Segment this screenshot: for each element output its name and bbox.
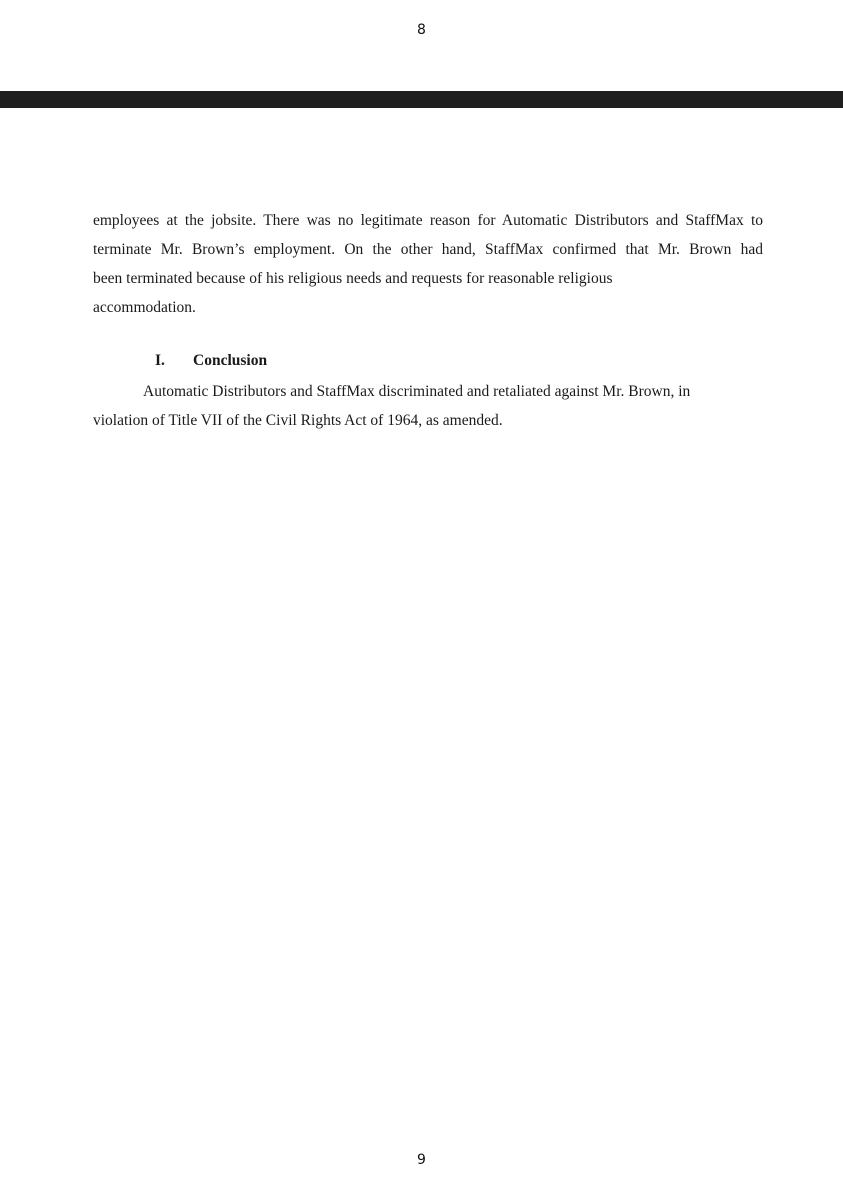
section-number: I. [155,352,165,369]
paragraph-line: employees at the jobsite. There was no legitimate reason for Automatic Distributors and StaffMax to [93,212,763,229]
section-title: Conclusion [193,352,268,369]
conclusion-paragraph [93,377,733,435]
paragraph-line: been terminated because of his religious needs and requests for reasonable religious [93,270,613,287]
page-number-top: 8 [417,22,426,38]
page-divider [0,91,843,108]
page-number-bottom: 9 [417,1152,426,1168]
paragraph-line: terminate Mr. Brown’s employment. On the other hand, StaffMax confirmed that Mr. Brown had [93,241,763,258]
paragraph-line: violation of Title VII of the Civil Rights Act of 1964, as amended. [93,412,503,429]
paragraph-line: Automatic Distributors and StaffMax discriminated and retaliated against Mr. Brown, in [143,383,691,400]
paragraph-line: accommodation. [93,299,196,316]
section-heading [155,348,267,374]
continuation-paragraph [93,206,763,322]
